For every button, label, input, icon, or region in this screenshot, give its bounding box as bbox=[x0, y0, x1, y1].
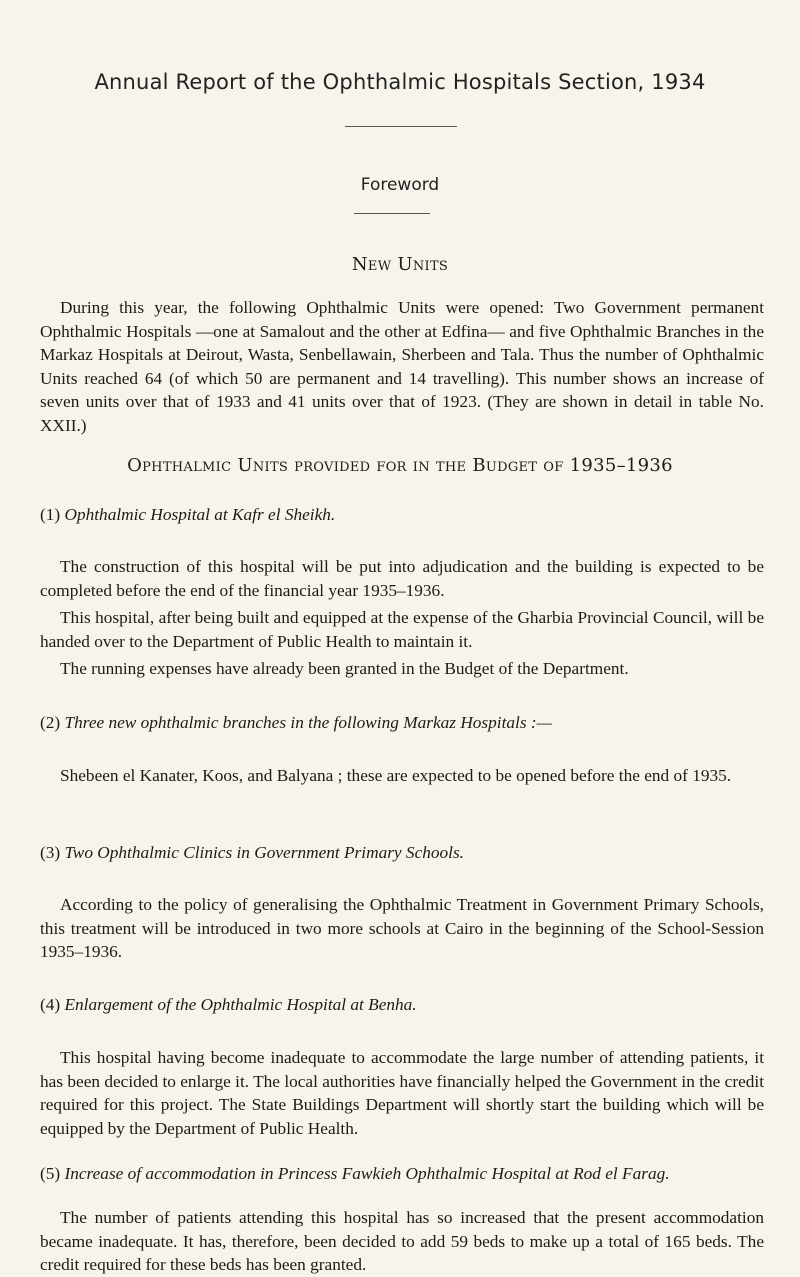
budget-item-4-paragraph-1: This hospital having become inadequate to accommodate the large number of attending patients, it has been decided to enlarge it. The local authorities have financially helped the Government in the credit required for this project. The State Buildings Department will shortly start the building which will be equipped by the Department of Public Health. bbox=[40, 1048, 764, 1138]
budget-item-1-heading bbox=[40, 503, 764, 527]
item-title: Enlargement of the Ophthalmic Hospital at Benha. bbox=[64, 995, 417, 1014]
new-units-paragraph: During this year, the following Ophthalmic Units were opened: Two Government permanent Ophthalmic Hospitals —one at Samalout and the other at Edfina— and five Ophthalmic Branches in the Markaz Hospitals at Deirout, Wasta, Senbellawain, Sherbeen and Tala. Thus the number of Ophthalmic Units reached 64 (of which 50 are permanent and 14 travelling). This number shows an increase of seven units over that of 1933 and 41 units over that of 1923. (They are shown in detail in table No. XXII.) bbox=[40, 298, 764, 435]
budget-item-3-paragraph-1: According to the policy of generalising the Ophthalmic Treatment in Government Primary Schools, this treatment will be introduced in two more schools at Cairo in the beginning of the School-Session 1935–1936. bbox=[40, 895, 764, 962]
budget-item-2-paragraph-1: Shebeen el Kanater, Koos, and Balyana ; these are expected to be opened before the end of 1935. bbox=[60, 766, 732, 785]
budget-item-5-heading bbox=[40, 1162, 764, 1186]
section-title: Foreword bbox=[360, 175, 440, 195]
report-title: Annual Report of the Ophthalmic Hospitals Section, 1934 bbox=[94, 70, 706, 94]
budget-item-1-paragraph-3: The running expenses have already been granted in the Budget of the Department. bbox=[60, 659, 629, 678]
item-number: (5) bbox=[40, 1164, 61, 1183]
item-title: Ophthalmic Hospital at Kafr el Sheikh. bbox=[64, 505, 336, 524]
budget-item-1-paragraph-1: The construction of this hospital will be put into adjudication and the building is expected to be completed before the end of the financial year 1935–1936. bbox=[40, 557, 764, 600]
budget-item-2-heading bbox=[40, 711, 764, 735]
item-number: (2) bbox=[40, 713, 61, 732]
budget-item-1-paragraph-2: This hospital, after being built and equipped at the expense of the Gharbia Provincial Council, will be handed over to the Department of Public Health to maintain it. bbox=[40, 608, 764, 651]
item-title: Increase of accommodation in Princess Fawkieh Ophthalmic Hospital at Rod el Farag. bbox=[64, 1164, 670, 1183]
new-units-heading: New Units bbox=[351, 254, 449, 275]
section-divider bbox=[354, 213, 430, 214]
title-divider bbox=[345, 126, 457, 127]
item-title: Two Ophthalmic Clinics in Government Primary Schools. bbox=[64, 843, 465, 862]
item-number: (4) bbox=[40, 995, 61, 1014]
budget-item-3-heading bbox=[40, 841, 764, 865]
budget-item-5-paragraph-1: The number of patients attending this hospital has so increased that the present accommodation became inadequate. It has, therefore, been decided to add 59 beds to make up a total of 165 beds. The credit required for these beds has been granted. bbox=[40, 1208, 764, 1275]
budget-item-4-heading bbox=[40, 993, 764, 1017]
item-number: (1) bbox=[40, 505, 61, 524]
item-number: (3) bbox=[40, 843, 61, 862]
budget-heading: Ophthalmic Units provided for in the Budget of 1935–1936 bbox=[127, 455, 673, 476]
item-title: Three new ophthalmic branches in the following Markaz Hospitals :— bbox=[64, 713, 553, 732]
